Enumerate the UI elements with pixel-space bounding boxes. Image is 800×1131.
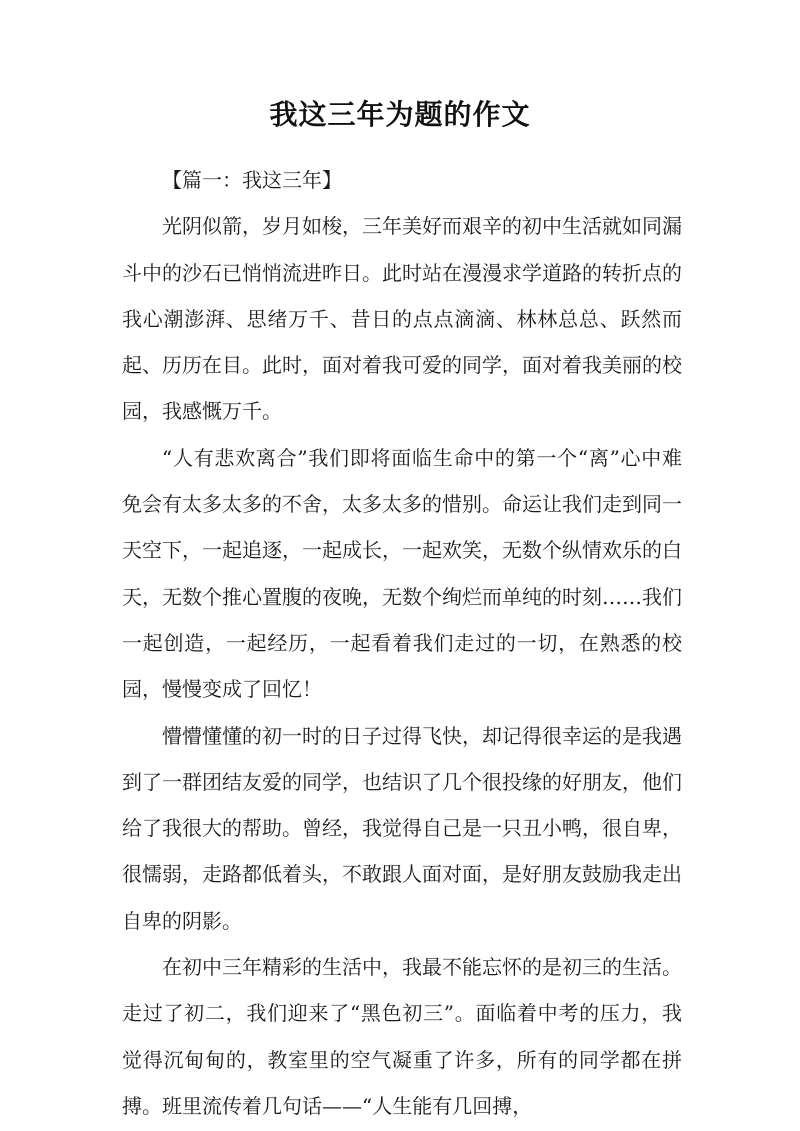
paragraph-4: 在初中三年精彩的生活中，我最不能忘怀的是初三的生活。走过了初二，我们迎来了“黑色初三”。面临着中考的压力，我觉得沉甸甸的，教室里的空气凝重了许多，所有的同学都在拼搏。班里流传着几句话——“人生能有几回搏， [122,955,682,1118]
paragraph-2: “人有悲欢离合”我们即将面临生命中的第一个“离”心中难免会有太多太多的不舍，太多太多的惜别。命运让我们走到同一天空下，一起追逐，一起成长，一起欢笑，无数个纵情欢乐的白天，无数个推心置腹的夜晚，无数个绚烂而单纯的时刻……我们一起创造，一起经历，一起看着我们走过的一切，在熟悉的校园，慢慢变成了回忆！ [122,445,682,702]
paragraph-3: 懵懵懂懂的初一时的日子过得飞快，却记得很幸运的是我遇到了一群团结友爱的同学，也结识了几个很投缘的好朋友，他们给了我很大的帮助。曾经，我觉得自己是一只丑小鸭，很自卑，很懦弱，走路都低着头，不敢跟人面对面，是好朋友鼓励我走出自卑的阴影。 [122,723,682,933]
paragraph-1: 光阴似箭，岁月如梭，三年美好而艰辛的初中生活就如同漏斗中的沙石已悄悄流进昨日。此时站在漫漫求学道路的转折点的我心潮澎湃、思绪万千、昔日的点点滴滴、林林总总、跃然而起、历历在目。此时，面对着我可爱的同学，面对着我美丽的校园，我感慨万千。 [122,214,682,424]
section-heading: 【篇一：我这三年】 [162,168,342,192]
document-title: 我这三年为题的作文 [269,98,531,131]
document-body [122,157,682,1129]
